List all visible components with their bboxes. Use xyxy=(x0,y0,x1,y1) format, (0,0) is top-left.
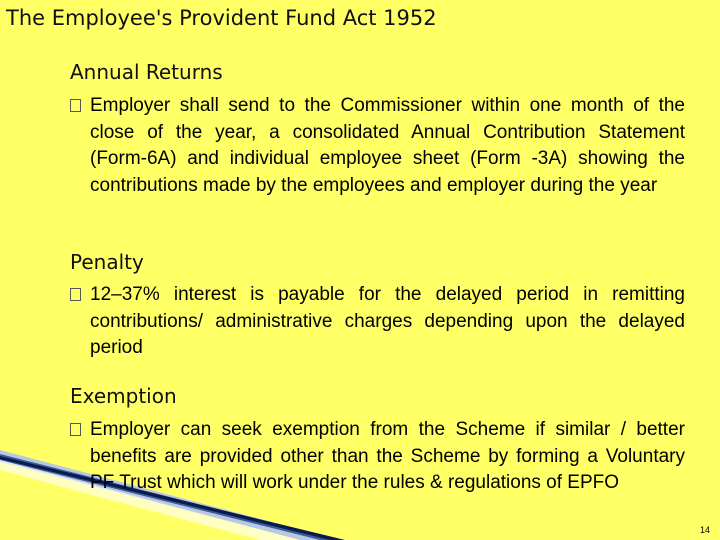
bullet-icon xyxy=(70,99,81,112)
item-text: Employer can seek exemption from the Scheme if similar / better benefits are provided other than the Scheme by forming a Voluntary PF Trust which will work under the rules & regulations of EPFO xyxy=(90,419,685,493)
section-heading-exemption: Exemption xyxy=(70,384,177,408)
item-text: 12–37% interest is payable for the delayed period in remitting contributions/ administrative charges depending upon the delayed period xyxy=(90,284,685,358)
slide-title: The Employee's Provident Fund Act 1952 xyxy=(6,6,437,30)
bullet-icon xyxy=(70,423,81,436)
list-item-penalty xyxy=(70,282,685,362)
bullet-icon xyxy=(70,288,81,301)
item-text: Employer shall send to the Commissioner within one month of the close of the year, a consolidated Annual Contribution Statement (Form-6A) and individual employee sheet (Form -3A) showing the contributions made by the employees and employer during the year xyxy=(90,95,685,196)
page-number: 14 xyxy=(699,525,710,535)
section-heading-annual-returns: Annual Returns xyxy=(70,60,223,84)
section-heading-penalty: Penalty xyxy=(70,250,144,274)
list-item-exemption xyxy=(70,417,685,497)
list-item-annual-returns xyxy=(70,93,685,199)
